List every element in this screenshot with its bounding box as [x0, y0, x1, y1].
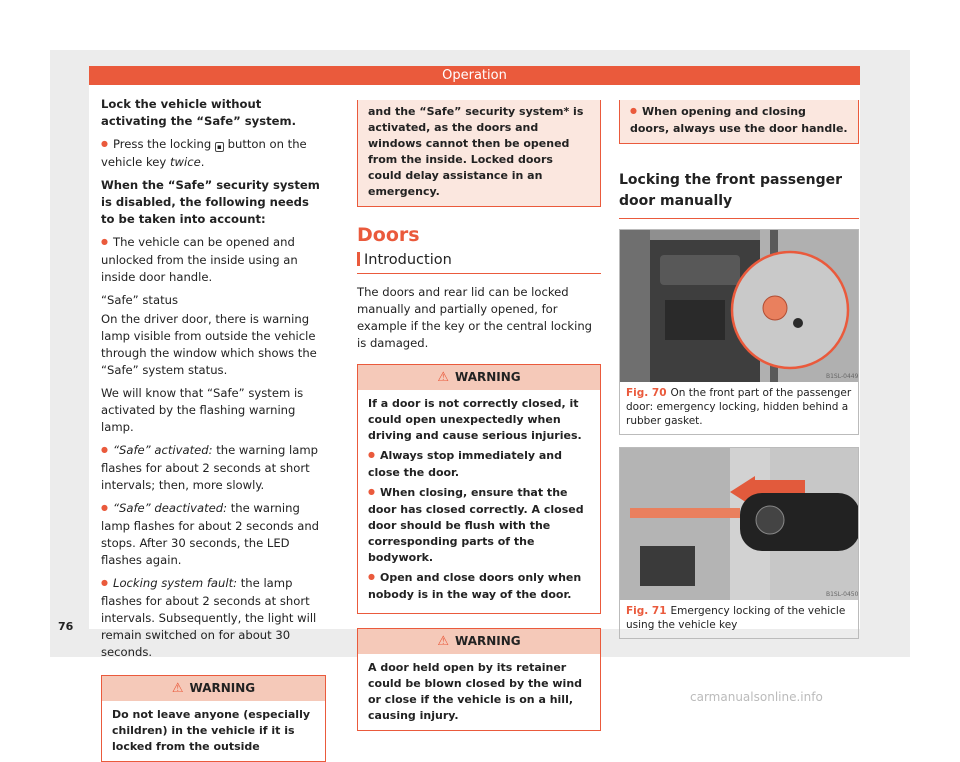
warning-continuation: and the “Safe” security system* is activated, as the doors and windows cannot then be opened from the inside. Locked doors could delay assistance in an emergency.	[357, 100, 601, 207]
vehicle-key-lock-image	[620, 448, 858, 600]
caption-fig-70: Fig. 70 On the front part of the passenger door: emergency locking, hidden behind a rubber gasket.	[626, 387, 852, 427]
page-number: 76	[58, 620, 74, 633]
bullet-continuation: ● When opening and closing doors, always use the door handle.	[619, 100, 859, 144]
warning-box-door-closed: ⚠ WARNING If a door is not correctly closed, it could open unexpectedly when driving and cause serious injuries. ● Always stop immediately and close the door. ● When closing, ensure that the door has closed correctly. A closed door should be flush with the corresponding parts of the bodywork. ● Open and close doors only when nobody is in the way of the door.	[357, 364, 601, 614]
figure-71	[619, 447, 859, 639]
bullet-opened-inside: ● The vehicle can be opened and unlocked from the inside using an inside door handle.	[101, 234, 326, 286]
text-warning-lamp: On the driver door, there is warning lamp visible from outside the vehicle through the window which shows the “Safe” system status.	[101, 312, 317, 377]
title-introduction: Introduction	[357, 252, 601, 274]
door-emergency-lock-image	[620, 230, 858, 382]
svg-text:B1SL-0449: B1SL-0449	[826, 373, 858, 380]
figure-70	[619, 229, 859, 435]
column-3	[619, 100, 859, 651]
warning-triangle-icon: ⚠	[437, 370, 450, 385]
caption-fig-71: Fig. 71 Emergency locking of the vehicle using the vehicle key	[626, 605, 846, 631]
subheading-safe-status: “Safe” status	[101, 293, 179, 307]
warning-box-children: ⚠ WARNING Do not leave anyone (especially children) in the vehicle if it is locked from the outside	[101, 675, 326, 762]
bullet-locking-fault: ● Locking system fault: the lamp flashes for about 2 seconds at short intervals. Subsequently, the light will remain switched on for about 30 seconds.	[101, 575, 326, 661]
lock-icon: ▪	[215, 142, 224, 152]
text-flashing-lamp: We will know that “Safe” system is activated by the flashing warning lamp.	[101, 386, 304, 434]
svg-text:B1SL-0450: B1SL-0450	[826, 591, 858, 598]
heading-lock-without-safe: Lock the vehicle without activating the “Safe” system.	[101, 97, 296, 128]
title-locking-passenger-door: Locking the front passenger door manually	[619, 170, 859, 219]
watermark: carmanualsonline.info	[690, 690, 823, 704]
warning-triangle-icon: ⚠	[437, 634, 450, 649]
text-introduction: The doors and rear lid can be locked manually and partially opened, for example if the key or the central locking is damaged.	[357, 285, 593, 350]
warning-box-door-retainer: ⚠ WARNING A door held open by its retainer could be blown closed by the wind or close if the vehicle is on a hill, causing injury.	[357, 628, 601, 731]
bullet-safe-deactivated: ● “Safe” deactivated: the warning lamp flashes for about 2 seconds and stops. After 30 seconds, the LED flashes again.	[101, 500, 326, 569]
title-doors: Doors	[357, 224, 420, 246]
bullet-press-locking: ● Press the locking ▪ button on the vehicle key twice.	[101, 136, 326, 171]
column-1	[101, 96, 326, 762]
warning-triangle-icon: ⚠	[171, 681, 184, 696]
bullet-safe-activated: ● “Safe” activated: the warning lamp flashes for about 2 seconds at short intervals; then, more slowly.	[101, 442, 326, 494]
section-header: Operation	[89, 66, 860, 85]
heading-safe-disabled: When the “Safe” security system is disabled, the following needs to be taken into account:	[101, 178, 320, 226]
column-2	[357, 100, 601, 731]
